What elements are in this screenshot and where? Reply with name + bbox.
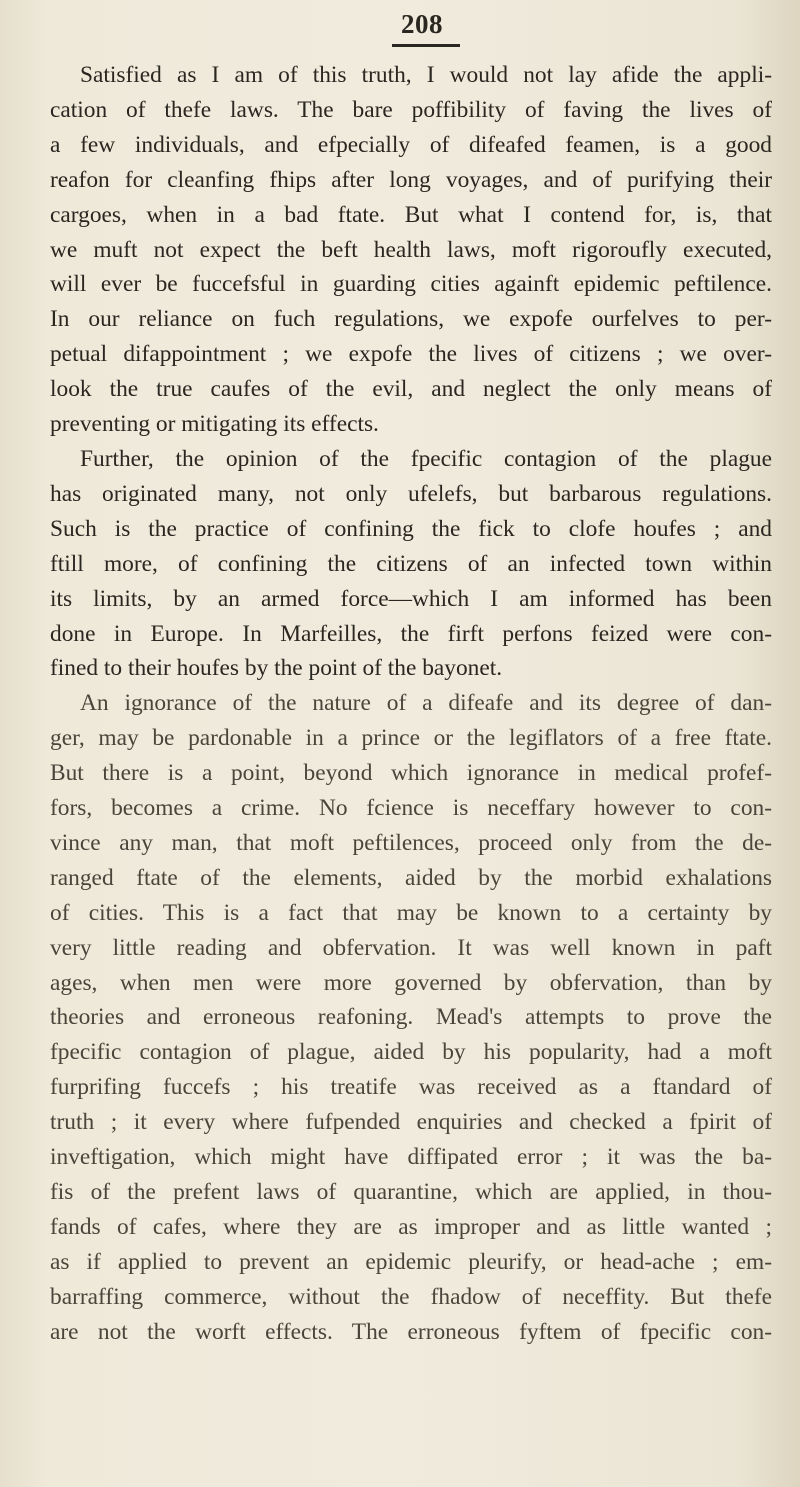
text-line: look the true caufes of the evil, and neglect the only means of xyxy=(50,376,772,403)
page-number: 208 xyxy=(401,9,443,39)
text-line: inveftigation, which might have diffipated error ; it was the ba- xyxy=(50,1144,772,1171)
text-line: fands of cafes, where they are as improper and as little wanted ; xyxy=(50,1213,772,1240)
text-line: But there is a point, beyond which ignorance in medical profef- xyxy=(50,760,772,787)
text-line: cation of thefe laws. The bare poffibility of faving the lives of xyxy=(50,96,772,123)
text-line: very little reading and obfervation. It was well known in paft xyxy=(50,934,772,961)
text-line: will ever be fuccefsful in guarding cities againft epidemic peftilence. xyxy=(50,271,772,298)
text-line: barraffing commerce, without the fhadow of neceffity. But thefe xyxy=(50,1283,772,1310)
text-line: vince any man, that moft peftilences, proceed only from the de- xyxy=(50,829,772,856)
paragraph-1 xyxy=(50,58,772,442)
text-line: has originated many, not only ufelefs, but barbarous regulations. xyxy=(50,480,772,507)
text-line: its limits, by an armed force—which I am informed has been xyxy=(50,585,772,612)
paragraph-3 xyxy=(50,686,772,1349)
text-line: An ignorance of the nature of a difeafe and its degree of dan- xyxy=(80,690,772,717)
text-line: fpecific contagion of plague, aided by his popularity, had a moft xyxy=(50,1039,772,1066)
text-line: reafon for cleanfing fhips after long voyages, and of purifying their xyxy=(50,166,772,193)
text-line: Satisfied as I am of this truth, I would not lay afide the appli- xyxy=(80,62,772,88)
text-line: cargoes, when in a bad ftate. But what I contend for, is, that xyxy=(50,201,772,228)
text-line: a few individuals, and efpecially of difeafed feamen, is a good xyxy=(50,131,772,158)
text-line: ftill more, of confining the citizens of an infected town within xyxy=(50,550,772,577)
text-line: fined to their houfes by the point of the bayonet. xyxy=(50,655,503,682)
text-line: ranged ftate of the elements, aided by the morbid exhalations xyxy=(50,864,772,891)
text-line: petual difappointment ; we expofe the lives of citizens ; we over- xyxy=(50,341,772,368)
text-line: ages, when men were more governed by obfervation, than by xyxy=(50,969,772,996)
text-line: ger, may be pardonable in a prince or the legiflators of a free ftate. xyxy=(50,725,772,752)
paragraph-2 xyxy=(50,442,772,686)
text-line: fors, becomes a crime. No fcience is neceffary however to con- xyxy=(50,795,772,822)
text-line: preventing or mitigating its effects. xyxy=(50,411,379,438)
text-line: Such is the practice of confining the fick to clofe houfes ; and xyxy=(50,515,772,542)
text-line: furprifing fuccefs ; his treatife was received as a ftandard of xyxy=(50,1074,772,1101)
text-line: theories and erroneous reafoning. Mead's attempts to prove the xyxy=(50,1004,772,1031)
text-line: done in Europe. In Marfeilles, the firft perfons feized were con- xyxy=(50,620,772,647)
text-line: fis of the prefent laws of quarantine, which are applied, in thou- xyxy=(50,1179,772,1205)
body-text xyxy=(50,58,772,1350)
text-line: we muft not expect the beft health laws, moft rigoroufly executed, xyxy=(50,236,772,263)
text-line: truth ; it every where fufpended enquiries and checked a fpirit of xyxy=(50,1109,772,1136)
header-rule xyxy=(392,44,460,47)
text-line: are not the worft effects. The erroneous fyftem of fpecific con- xyxy=(50,1318,772,1345)
text-line: of cities. This is a fact that may be known to a certainty by xyxy=(50,899,772,926)
text-line: as if applied to prevent an epidemic pleurify, or head-ache ; em- xyxy=(50,1248,772,1275)
text-line: In our reliance on fuch regulations, we expofe ourfelves to per- xyxy=(50,306,772,333)
text-line: Further, the opinion of the fpecific contagion of the plague xyxy=(80,445,772,472)
